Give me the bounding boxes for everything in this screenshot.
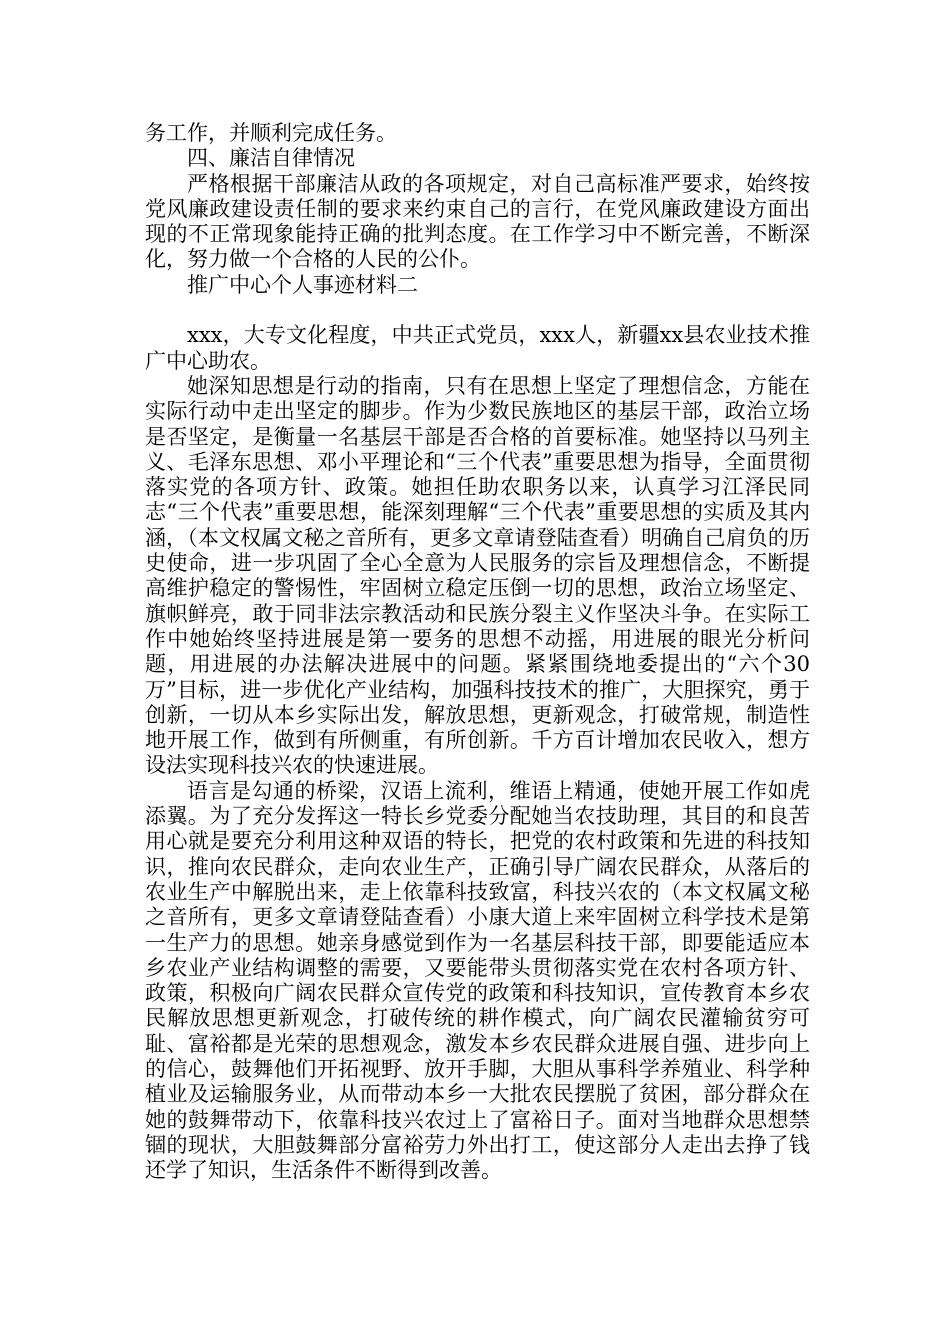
paragraph-continuation: 务工作，并顺利完成任务。 bbox=[145, 121, 397, 145]
paragraph-ideology: 她深知思想是行动的指南，只有在思想上坚定了理想信念，方能在实际行动中走出坚定的脚步。作为少数民族地区的基层干部，政治立场是否坚定，是衡量一名基层干部是否合格的首要标准。她坚持以马列主义、毛泽东思想、邓小平理论和“三个代表”重要思想为指导，全面贯彻落实党的各项方针、政策。她担任助农职务以来，认真学习江泽民同志“三个代表”重要思想，能深刻理解“三个代表”重要思想的实质及其内涵，（本文权属文秘之音所有，更多文章请登陆查看）明确自己肩负的历史使命，进一步巩固了全心全意为人民服务的宗旨及理想信念，不断提高维护稳定的警惕性，牢固树立稳定压倒一切的思想，政治立场坚定、旗帜鲜亮，敢于同非法宗教活动和民族分裂主义作坚决斗争。在实际工作中她始终坚持进展是第一要务的思想不动摇，用进展的眼光分析问题，用进展的办法解决进展中的问题。紧紧围绕地委提出的“六个30万”目标，进一步优化产业结构，加强科技技术的推广，大胆探究，勇于创新，一切从本乡实际出发，解放思想，更新观念，打破常规，制造性地开展工作，做到有所侧重，有所创新。千方百计增加农民收入，想方设法实现科技兴农的快速进展。 bbox=[145, 373, 810, 778]
document-subtitle: 推广中心个人事迹材料二 bbox=[187, 272, 418, 297]
blank-line bbox=[145, 298, 810, 323]
paragraph-language: 语言是勾通的桥梁，汉语上流利，维语上精通，使她开展工作如虎添翼。为了充分发挥这一特长乡党委分配她当农技助理，其目的和良苦用心就是要充分利用这种双语的特长，把党的农村政策和先进的科技知识，推向农民群众，走向农业生产，正确引导广阔农民群众，从落后的农业生产中解脱出来，走上依靠科技致富，科技兴农的（本文权属文秘之音所有，更多文章请登陆查看）小康大道上来牢固树立科学技术是第一生产力的思想。她亲身感觉到作为一名基层科技干部，即要能适应本乡农业产业结构调整的需要，又要能带头贯彻落实党在农村各项方针、政策，积极向广阔农民群众宣传党的政策和科技知识，宣传教育本乡农民解放思想更新观念，打破传统的耕作模式，向广阔农民灌输贫穷可耻、富裕都是光荣的思想观念，激发本乡农民群众进展自强、进步向上的信心，鼓舞他们开拓视野、放开手脚，大胆从事科学养殖业、科学种植业及运输服务业，从而带动本乡一大批农民摆脱了贫困，部分群众在她的鼓舞带动下，依靠科技兴农过上了富裕日子。面对当地群众思想禁锢的现状，大胆鼓舞部分富裕劳力外出打工，使这部分人走出去挣了钱还学了知识，生活条件不断得到改善。 bbox=[145, 778, 810, 1183]
paragraph-profile: xxx，大专文化程度，中共正式党员，xxx人，新疆xx县农业技术推广中心助农。 bbox=[145, 323, 810, 373]
paragraph-integrity: 严格根据干部廉洁从政的各项规定，对自己高标准严要求，始终按党风廉政建设责任制的要求来约束自己的言行，在党风廉政建设方面出现的不正常现象能持正确的批判态度。在工作学习中不断完善，不断深化，努力做一个合格的人民的公仆。 bbox=[145, 171, 810, 272]
document-body bbox=[145, 121, 810, 1183]
section-heading-integrity: 四、廉洁自律情况 bbox=[187, 146, 355, 171]
